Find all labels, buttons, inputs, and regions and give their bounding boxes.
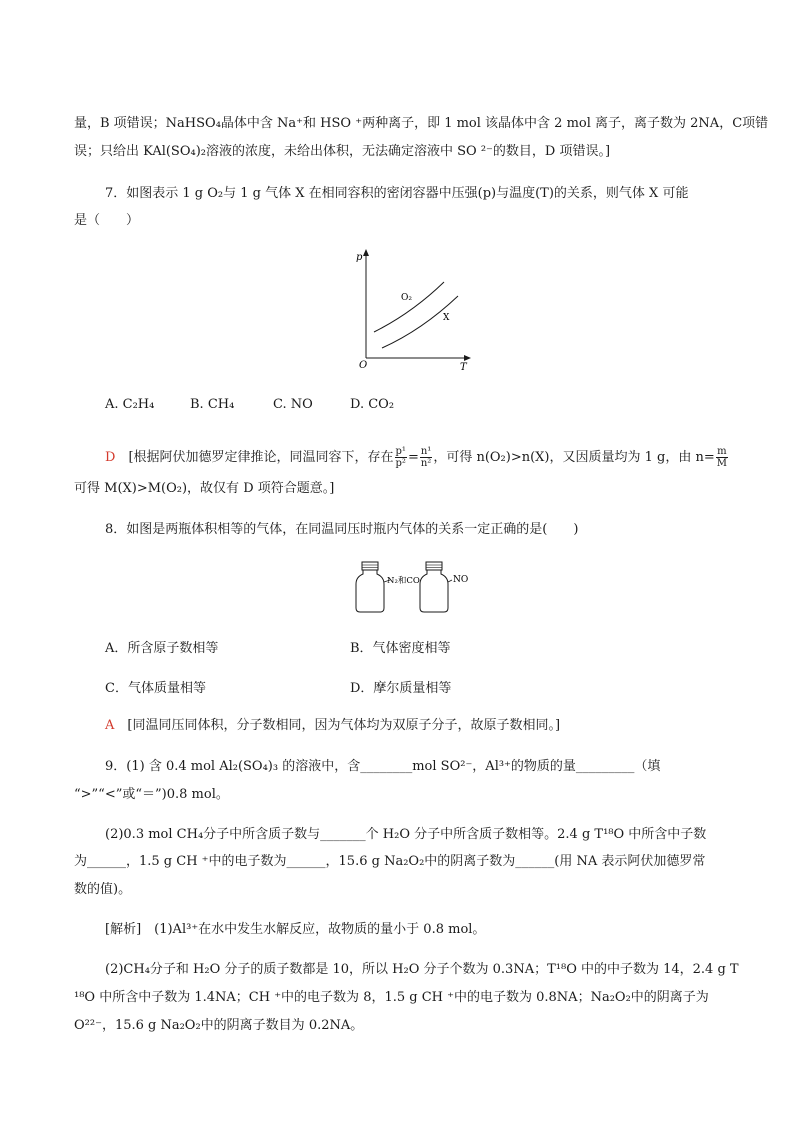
- top-text-line-1: 量，B 项错误；NaHSO₄晶体中含 Na⁺和 HSO ⁺两种离子，即 1 mol 该晶体中含 2 mol 离子，离子数为 2NA，C项错: [74, 116, 769, 131]
- bottle2-cap: [426, 562, 442, 570]
- top-text-line-2: 误；只给出 KAl(SO₄)₂溶液的浓度，未给出体积，无法确定溶液中 SO ²⁻的数目，D 项错误。]: [74, 144, 611, 159]
- q7-axis-p-label: p: [356, 252, 363, 263]
- q7-option-c: C. NO: [273, 397, 313, 412]
- q7-y-axis-arrow: [363, 249, 369, 256]
- q7-explanation-line-1: D [根据阿伏加德罗定律推论，同温同容下，存在 $\frac{\text{p¹}}{\text{p²}}$ = $\frac{\text{n¹}}{\text{n²}}$ ，可得 n(O₂)>n(X)，又因质量均为 1 g，由 n= $\frac{m}{M}$: [105, 446, 727, 469]
- q7-explain-mid: ，可得 n(O₂)>n(X)，又因质量均为 1 g，由 n=: [433, 450, 715, 465]
- q7-curve-o2-label: O₂: [401, 293, 412, 303]
- q9-analysis2-line-2: ¹⁸O 中所含中子数为 1.4NA；CH ⁺中的电子数为 8，1.5 g CH ⁺中的电子数为 0.8NA；Na₂O₂中的阴离子为: [74, 990, 709, 1005]
- q9-line-1: 9．(1) 含 0.4 mol Al₂(SO₄)₃ 的溶液中，含________mol SO²⁻，Al³⁺的物质的量_________（填: [105, 759, 661, 774]
- q7-explanation-line-2: 可得 M(X)>M(O₂)，故仅有 D 项符合题意。]: [74, 481, 335, 496]
- bottle1-label: N₂和CO: [387, 576, 420, 586]
- q7-curve-o2: [374, 282, 444, 332]
- q7-origin-label: O: [359, 360, 368, 371]
- q8-gas-bottles-figure: [352, 560, 472, 616]
- bottle1-cap: [362, 562, 378, 570]
- q7-explain-pre: [根据阿伏加德罗定律推论，同温同容下，存在: [128, 450, 394, 465]
- q7-option-a: A. C₂H₄: [105, 397, 155, 412]
- q7-x-axis-arrow: [464, 355, 471, 361]
- q8-explanation: [105, 717, 734, 735]
- q8-option-b: B．气体密度相等: [350, 641, 451, 656]
- q8-option-a: A．所含原子数相等: [105, 641, 219, 656]
- q9-part2-line-2: 为______，1.5 g CH ⁺中的电子数为______，15.6 g Na₂O₂中的阴离子数为______(用 NA 表示阿伏加德罗常: [74, 854, 706, 869]
- q7-axis-t-label: T: [460, 362, 467, 373]
- q8-stem: 8．如图是两瓶体积相等的气体，在同温同压时瓶内气体的关系一定正确的是( ): [105, 522, 579, 537]
- q7-option-d: D. CO₂: [350, 397, 395, 412]
- q7-fraction-p: $\frac{\text{p¹}}{\text{p²}}$: [395, 446, 406, 469]
- bottle2-label: NO: [453, 575, 469, 585]
- q9-part2-line-3: 数的值)。: [74, 882, 132, 897]
- q9-analysis-line-1: [解析] (1)Al³⁺在水中发生水解反应，故物质的量小于 0.8 mol。: [105, 922, 486, 937]
- q7-stem-line-1: 7．如图表示 1 g O₂与 1 g 气体 X 在相同容积的密闭容器中压强(p)与温度(T)的关系，则气体 X 可能: [105, 186, 689, 201]
- q8-option-d: D．摩尔质量相等: [350, 681, 452, 696]
- q8-option-c: C．气体质量相等: [105, 681, 206, 696]
- q7-curve-x-label: X: [443, 313, 450, 323]
- q7-fraction-m: $\frac{m}{M}$: [716, 446, 727, 469]
- q7-stem-line-2: 是（ ）: [74, 213, 140, 228]
- q9-analysis2-line-3: O²²⁻，15.6 g Na₂O₂中的阴离子数目为 0.2NA。: [74, 1018, 364, 1033]
- q9-analysis2-line-1: (2)CH₄分子和 H₂O 分子的质子数都是 10，所以 H₂O 分子个数为 0.3NA；T¹⁸O 中的中子数为 14，2.4 g T: [105, 962, 739, 977]
- q9-part2-line-1: (2)0.3 mol CH₄分子中所含质子数与_______个 H₂O 分子中所含质子数相等。2.4 g T¹⁸O 中所含中子数: [105, 827, 707, 842]
- q9-line-2: “>”“<”或“＝”)0.8 mol。: [74, 787, 229, 802]
- q7-answer: D: [105, 450, 116, 465]
- bottle2-body: [420, 570, 448, 612]
- q7-pressure-temperature-graph: [352, 248, 477, 376]
- q7-option-b: B. CH₄: [190, 397, 235, 412]
- q8-explain-text: [同温同压同体积，分子数相同，因为气体均为双原子分子，故原子数相同。]: [127, 718, 561, 733]
- q7-fraction-n: $\frac{\text{n¹}}{\text{n²}}$: [420, 446, 432, 469]
- q8-answer: A: [105, 718, 115, 733]
- bottle1-body: [356, 570, 384, 612]
